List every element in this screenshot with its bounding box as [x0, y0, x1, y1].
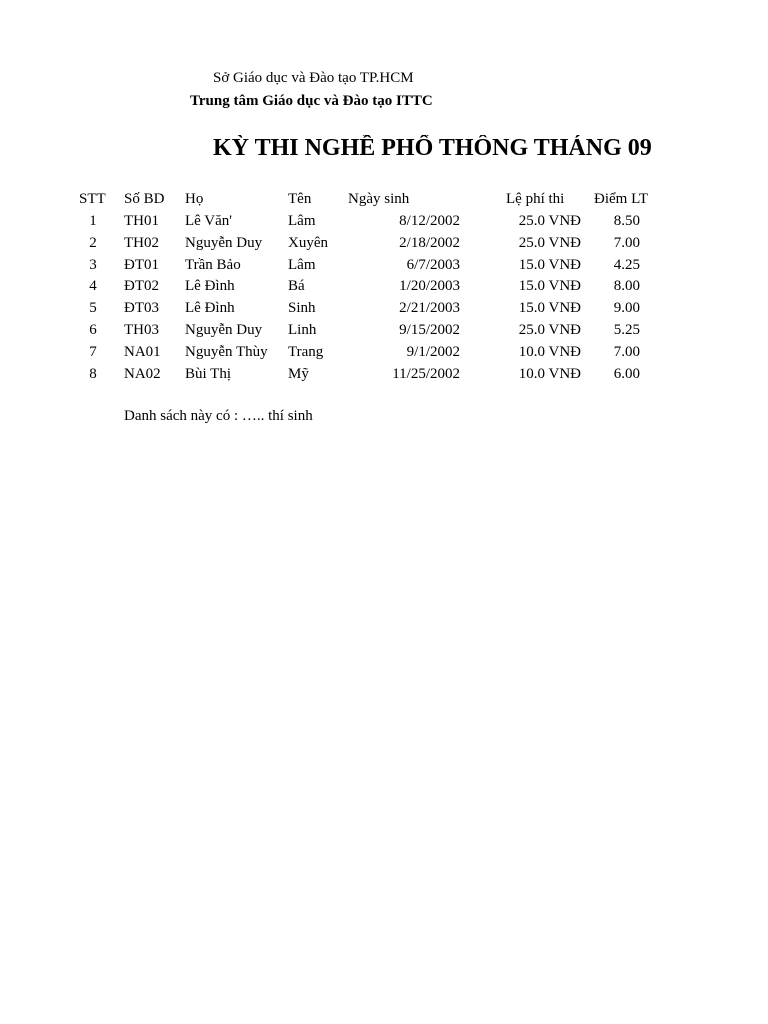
cell-ten: Xuyên — [288, 235, 328, 251]
cell-ten: Mỹ — [288, 366, 309, 382]
column-header-ten: Tên — [288, 191, 312, 207]
cell-ho: Lê Đình — [185, 300, 235, 316]
cell-stt: 8 — [89, 366, 97, 382]
cell-diem-lt: 9.00 — [613, 300, 640, 316]
cell-ten: Trang — [288, 344, 324, 360]
cell-diem-lt: 5.25 — [613, 322, 640, 338]
cell-ten: Lâm — [288, 213, 316, 229]
cell-so-bd: TH02 — [124, 235, 159, 251]
cell-ngay-sinh: 2/21/2003 — [399, 300, 460, 316]
cell-stt: 1 — [89, 213, 97, 229]
cell-ngay-sinh: 1/20/2003 — [399, 278, 460, 294]
cell-le-phi-thi: 10.0 VNĐ — [518, 366, 581, 382]
cell-ngay-sinh: 6/7/2003 — [406, 257, 460, 273]
cell-stt: 4 — [89, 278, 97, 294]
cell-le-phi-thi: 15.0 VNĐ — [518, 278, 581, 294]
cell-ngay-sinh: 8/12/2002 — [399, 213, 460, 229]
cell-ho: Lê Đình — [185, 278, 235, 294]
cell-diem-lt: 6.00 — [613, 366, 640, 382]
cell-so-bd: NA02 — [124, 366, 161, 382]
cell-ho: Bùi Thị — [185, 366, 231, 382]
cell-stt: 2 — [89, 235, 97, 251]
cell-ngay-sinh: 9/1/2002 — [406, 344, 460, 360]
cell-stt: 3 — [89, 257, 97, 273]
cell-le-phi-thi: 15.0 VNĐ — [518, 300, 581, 316]
column-header-stt: STT — [79, 191, 106, 207]
cell-stt: 6 — [89, 322, 97, 338]
column-header-so-bd: Số BD — [124, 191, 165, 207]
cell-ten: Sinh — [288, 300, 316, 316]
cell-le-phi-thi: 10.0 VNĐ — [518, 344, 581, 360]
cell-so-bd: TH01 — [124, 213, 159, 229]
cell-diem-lt: 4.25 — [613, 257, 640, 273]
cell-ho: Nguyễn Thùy — [185, 344, 268, 360]
cell-le-phi-thi: 15.0 VNĐ — [518, 257, 581, 273]
column-header-diem-lt: Điểm LT — [594, 191, 649, 207]
column-header-ngay-sinh: Ngày sinh — [348, 191, 410, 207]
page-title: KỲ THI NGHỀ PHỔ THÔNG THÁNG 09 — [213, 135, 652, 161]
cell-ngay-sinh: 9/15/2002 — [399, 322, 460, 338]
cell-ho: Lê Văn' — [185, 213, 232, 229]
cell-diem-lt: 7.00 — [613, 235, 640, 251]
center-name: Trung tâm Giáo dục và Đào tạo ITTC — [190, 93, 433, 109]
cell-ten: Linh — [288, 322, 317, 338]
cell-le-phi-thi: 25.0 VNĐ — [518, 235, 581, 251]
cell-le-phi-thi: 25.0 VNĐ — [518, 213, 581, 229]
column-header-ho: Họ — [185, 191, 204, 207]
cell-ten: Bá — [288, 278, 305, 294]
cell-ngay-sinh: 11/25/2002 — [392, 366, 460, 382]
cell-ho: Trần Bảo — [185, 257, 241, 273]
cell-ho: Nguyễn Duy — [185, 322, 263, 338]
department-name: Sở Giáo dục và Đào tạo TP.HCM — [213, 70, 414, 86]
cell-so-bd: TH03 — [124, 322, 159, 338]
cell-ngay-sinh: 2/18/2002 — [399, 235, 460, 251]
cell-diem-lt: 7.00 — [613, 344, 640, 360]
cell-so-bd: ĐT02 — [124, 278, 159, 294]
cell-stt: 7 — [89, 344, 97, 360]
cell-so-bd: ĐT03 — [124, 300, 159, 316]
cell-stt: 5 — [89, 300, 97, 316]
cell-so-bd: ĐT01 — [124, 257, 159, 273]
title-container — [213, 135, 671, 169]
cell-ho: Nguyễn Duy — [185, 235, 263, 251]
candidate-count-note: Danh sách này có : ….. thí sinh — [124, 408, 313, 424]
column-header-le-phi-thi: Lệ phí thi — [506, 191, 565, 207]
cell-ten: Lâm — [288, 257, 316, 273]
cell-le-phi-thi: 25.0 VNĐ — [518, 322, 581, 338]
cell-diem-lt: 8.00 — [613, 278, 640, 294]
cell-diem-lt: 8.50 — [613, 213, 640, 229]
cell-so-bd: NA01 — [124, 344, 161, 360]
